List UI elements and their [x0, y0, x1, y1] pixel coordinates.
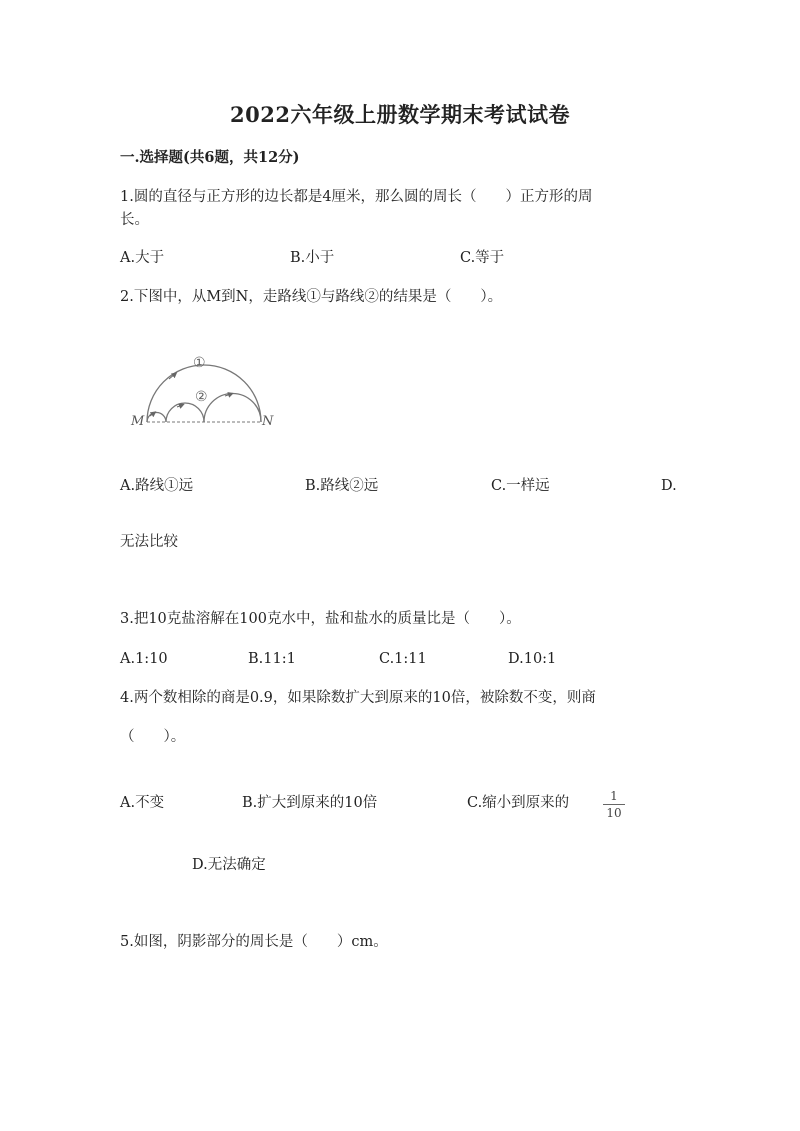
question-5-stem: 5.如图，阴影部分的周长是（ ）cm。 [120, 934, 388, 950]
question-1-stem-cont: 长。 [120, 212, 149, 228]
route-2-arrow-middle [177, 405, 182, 407]
fraction-denominator: 10 [606, 806, 622, 820]
point-n-label: N [262, 414, 274, 429]
question-1-option-c: C.等于 [460, 250, 505, 266]
question-4-option-b: B.扩大到原来的10倍 [242, 795, 378, 811]
point-m-label: M [131, 414, 145, 429]
question-3-option-d: D.10:1 [508, 651, 557, 667]
route-figure [125, 345, 285, 430]
question-2-option-a: A.路线①远 [120, 478, 194, 494]
question-4-option-d: D.无法确定 [192, 857, 266, 873]
question-4-stem-cont: （ ）。 [120, 729, 186, 745]
question-2-option-c: C.一样远 [491, 478, 550, 494]
question-4-stem: 4.两个数相除的商是0.9，如果除数扩大到原来的10倍，被除数不变，则商 [120, 690, 596, 706]
question-1-option-a: A.大于 [120, 250, 165, 266]
route-1-label: ① [193, 355, 206, 371]
route-2-arc-right [204, 394, 261, 423]
route-2-label: ② [195, 389, 208, 405]
question-3-stem: 3.把10克盐溶解在100克水中，盐和盐水的质量比是（ ）。 [120, 611, 521, 627]
route-2-arc-left [147, 413, 166, 423]
question-2-option-d-cont: 无法比较 [120, 534, 178, 550]
question-2-stem: 2.下图中，从M到N，走路线①与路线②的结果是（ ）。 [120, 289, 503, 305]
question-4-option-c: C.缩小到原来的 [467, 795, 570, 811]
question-1-stem: 1.圆的直径与正方形的边长都是4厘米，那么圆的周长（ ）正方形的周 [120, 189, 593, 205]
question-3-option-b: B.11:1 [248, 651, 296, 667]
question-4-option-a: A.不变 [120, 795, 165, 811]
page-title: 2022六年级上册数学期末考试试卷 [230, 102, 570, 127]
route-2-arc-middle [166, 403, 204, 422]
question-2-option-d: D. [661, 478, 677, 494]
fraction-one-tenth [603, 789, 625, 820]
question-2-option-b: B.路线②远 [305, 478, 379, 494]
question-3-option-a: A.1:10 [120, 651, 168, 667]
fraction-bar [603, 804, 625, 805]
question-1-option-b: B.小于 [290, 250, 335, 266]
question-3-option-c: C.1:11 [379, 651, 427, 667]
fraction-numerator: 1 [610, 789, 618, 803]
section-heading: 一.选择题(共6题，共12分) [120, 149, 300, 166]
